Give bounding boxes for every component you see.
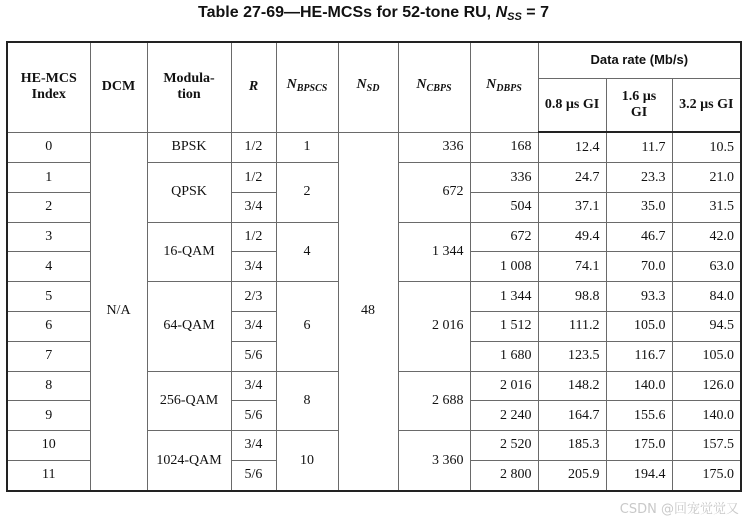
nbpscs-cell: 4 [276, 222, 338, 282]
coding-rate: 1/2 [231, 132, 276, 163]
rate-08: 148.2 [538, 371, 606, 401]
rate-32: 157.5 [672, 431, 741, 461]
caption-suffix: = 7 [521, 4, 549, 21]
rate-16: 140.0 [606, 371, 672, 401]
rate-08: 111.2 [538, 311, 606, 341]
caption-subscript: SS [507, 11, 522, 23]
ncbps-cell: 3 360 [398, 431, 470, 491]
mcs-index: 3 [7, 222, 90, 252]
modulation-cell: 1024-QAM [147, 431, 231, 491]
header-ncbps [398, 42, 470, 132]
header-gi-16: 1.6 µs GI [606, 78, 672, 132]
rate-08: 98.8 [538, 282, 606, 312]
rate-08: 24.7 [538, 163, 606, 193]
rate-32: 105.0 [672, 341, 741, 371]
rate-16: 105.0 [606, 311, 672, 341]
ndbps-cell: 336 [470, 163, 538, 193]
modulation-cell: 16-QAM [147, 222, 231, 282]
nsd-cell: 48 [338, 132, 398, 491]
mcs-index: 10 [7, 431, 90, 461]
rate-32: 126.0 [672, 371, 741, 401]
rate-08: 164.7 [538, 401, 606, 431]
ndbps-cell: 2 520 [470, 431, 538, 461]
mcs-index: 2 [7, 192, 90, 222]
ndbps-cell: 1 512 [470, 311, 538, 341]
mcs-index: 6 [7, 311, 90, 341]
mcs-table [6, 41, 742, 492]
coding-rate: 5/6 [231, 460, 276, 491]
rate-16: 35.0 [606, 192, 672, 222]
rate-08: 123.5 [538, 341, 606, 371]
caption-prefix: Table 27-69—HE-MCSs for 52-tone RU, [198, 4, 496, 21]
coding-rate: 3/4 [231, 311, 276, 341]
header-nsd [338, 42, 398, 132]
rate-16: 194.4 [606, 460, 672, 491]
caption-symbol: N [495, 4, 508, 21]
mcs-index: 4 [7, 252, 90, 282]
coding-rate: 3/4 [231, 431, 276, 461]
coding-rate: 3/4 [231, 371, 276, 401]
header-ndbps-n: N [486, 77, 497, 93]
rate-08: 185.3 [538, 431, 606, 461]
rate-32: 140.0 [672, 401, 741, 431]
header-dcm: DCM [90, 42, 147, 132]
ndbps-cell: 168 [470, 132, 538, 163]
mcs-index: 1 [7, 163, 90, 193]
header-nbpscs [276, 42, 338, 132]
mcs-index: 5 [7, 282, 90, 312]
mcs-index: 11 [7, 460, 90, 491]
rate-32: 63.0 [672, 252, 741, 282]
nbpscs-cell: 2 [276, 163, 338, 223]
rate-32: 94.5 [672, 311, 741, 341]
rate-32: 42.0 [672, 222, 741, 252]
header-gi-32: 3.2 µs GI [672, 78, 741, 132]
rate-16: 155.6 [606, 401, 672, 431]
table-row [7, 132, 741, 163]
modulation-cell: 64-QAM [147, 282, 231, 371]
header-modulation: Modula-tion [147, 42, 231, 132]
header-index: HE-MCS Index [7, 42, 90, 132]
rate-08: 205.9 [538, 460, 606, 491]
nbpscs-cell: 1 [276, 132, 338, 163]
coding-rate: 5/6 [231, 341, 276, 371]
mcs-index: 7 [7, 341, 90, 371]
rate-08: 74.1 [538, 252, 606, 282]
mcs-index: 0 [7, 132, 90, 163]
rate-16: 116.7 [606, 341, 672, 371]
nbpscs-cell: 10 [276, 431, 338, 491]
header-nsd-sub: SD [366, 83, 380, 95]
header-data-rate: Data rate (Mb/s) [538, 42, 741, 78]
ndbps-cell: 1 680 [470, 341, 538, 371]
modulation-cell: BPSK [147, 132, 231, 163]
mcs-index: 9 [7, 401, 90, 431]
header-ncbps-sub: CBPS [426, 83, 452, 95]
ncbps-cell: 2 016 [398, 282, 470, 371]
coding-rate: 3/4 [231, 192, 276, 222]
ncbps-cell: 336 [398, 132, 470, 163]
ndbps-cell: 1 008 [470, 252, 538, 282]
dcm-cell: N/A [90, 132, 147, 491]
ndbps-cell: 2 240 [470, 401, 538, 431]
ndbps-cell: 2 016 [470, 371, 538, 401]
rate-32: 84.0 [672, 282, 741, 312]
ndbps-cell: 504 [470, 192, 538, 222]
ndbps-cell: 1 344 [470, 282, 538, 312]
rate-32: 175.0 [672, 460, 741, 491]
rate-16: 23.3 [606, 163, 672, 193]
modulation-cell: QPSK [147, 163, 231, 223]
header-nbpscs-sub: BPSCS [296, 83, 328, 95]
nbpscs-cell: 8 [276, 371, 338, 431]
coding-rate: 5/6 [231, 401, 276, 431]
rate-08: 12.4 [538, 132, 606, 163]
table-caption [0, 3, 747, 23]
rate-16: 93.3 [606, 282, 672, 312]
rate-32: 31.5 [672, 192, 741, 222]
header-gi-08: 0.8 µs GI [538, 78, 606, 132]
header-nbpscs-n: N [286, 77, 297, 93]
rate-16: 11.7 [606, 132, 672, 163]
ncbps-cell: 2 688 [398, 371, 470, 431]
modulation-cell: 256-QAM [147, 371, 231, 431]
header-nsd-n: N [356, 77, 367, 93]
nbpscs-cell: 6 [276, 282, 338, 371]
rate-08: 37.1 [538, 192, 606, 222]
header-ndbps-sub: DBPS [496, 83, 522, 95]
rate-16: 46.7 [606, 222, 672, 252]
header-r: R [231, 42, 276, 132]
watermark: CSDN @回宠觉觉又 [619, 502, 739, 517]
ndbps-cell: 2 800 [470, 460, 538, 491]
ndbps-cell: 672 [470, 222, 538, 252]
coding-rate: 1/2 [231, 163, 276, 193]
coding-rate: 1/2 [231, 222, 276, 252]
rate-08: 49.4 [538, 222, 606, 252]
coding-rate: 2/3 [231, 282, 276, 312]
rate-32: 21.0 [672, 163, 741, 193]
mcs-index: 8 [7, 371, 90, 401]
ncbps-cell: 672 [398, 163, 470, 223]
rate-16: 70.0 [606, 252, 672, 282]
rate-16: 175.0 [606, 431, 672, 461]
header-ncbps-n: N [416, 77, 427, 93]
rate-32: 10.5 [672, 132, 741, 163]
coding-rate: 3/4 [231, 252, 276, 282]
header-ndbps [470, 42, 538, 132]
ncbps-cell: 1 344 [398, 222, 470, 282]
